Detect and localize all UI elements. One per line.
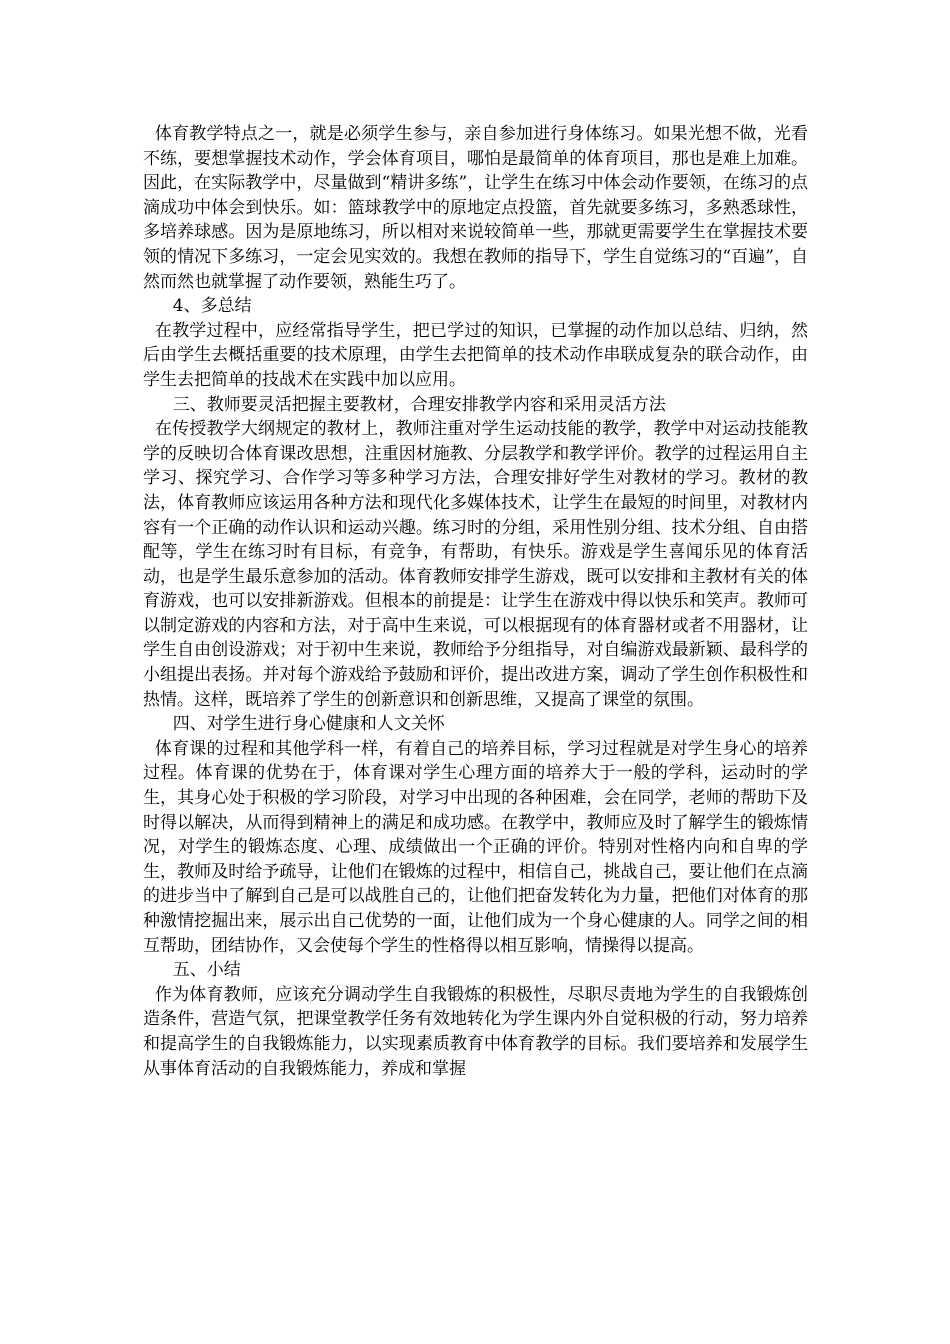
heading-section-five: 五、小结: [172, 960, 241, 981]
paragraph-teaching-materials: 在传授教学大纲规定的教材上，教师注重对学生运动技能的教学，教学中对运动技能教学的反映切合体育课改思想，注重因材施教、分层教学和教学评价。教学的过程运用自主学习、探究学习、合作学习等多种学习方法，合理安排好学生对教材的学习。教材的教法，体育教师应该运用各种方法和现代化多媒体技术，让学生在最短的时间里，对教材内容有一个正确的动作认识和运动兴趣。练习时的分组，采用性别分组、技术分组、自由搭配等，学生在练习时有目标，有竞争，有帮助，有快乐。游戏是学生喜闻乐见的体育活动，也是学生最乐意参加的活动。体育教师安排学生游戏，既可以安排和主教材有关的体育游戏，也可以安排新游戏。但根本的前提是：让学生在游戏中得以快乐和笑声。教师可以制定游戏的内容和方法，对于高中生来说，可以根据现有的体育器材或者不用器材，让学生自由创设游戏；对于初中生来说，教师给予分组指导，对自编游戏最新颖、最科学的小组提出表扬。并对每个游戏给予鼓励和评价，提出改进方案，调动了学生创作积极性和热情。这样，既培养了学生的创新意识和创新思维，又提高了课堂的氛围。: [143, 419, 808, 710]
heading-section-four: 四、对学生进行身心健康和人文关怀: [172, 714, 445, 735]
heading-section-three: 三、教师要灵活把握主要教材，合理安排教学内容和采用灵活方法: [172, 394, 666, 415]
paragraph-health-care: 体育课的过程和其他学科一样，有着自己的培养目标，学习过程就是对学生身心的培养过程。体育课的优势在于，体育课对学生心理方面的培养大于一般的学科，运动时的学生，其身心处于积极的学习阶段，对学习中出现的各种困难，会在同学，老师的帮助下及时得以解决，从而得到精神上的满足和成功感。在教学中，教师应及时了解学生的锻炼情况，对学生的锻炼态度、心理、成绩做出一个正确的评价。特别对性格内向和自卑的学生，教师及时给予疏导，让他们在锻炼的过程中，相信自己，挑战自己，要让他们在点滴的进步当中了解到自己是可以战胜自己的，让他们把奋发转化为力量，把他们对体育的那种激情挖掘出来，展示出自己优势的一面，让他们成为一个身心健康的人。同学之间的相互帮助，团结协作，又会使每个学生的性格得以相互影响，情操得以提高。: [143, 738, 808, 956]
heading-summarize: 4、多总结: [172, 296, 252, 317]
paragraph-practice: 体育教学特点之一，就是必须学生参与，亲自参加进行身体练习。如果光想不做，光看不练，要想掌握技术动作，学会体育项目，哪怕是最简单的体育项目，那也是难上加难。因此，在实际教学中，尽量做到“精讲多练”，让学生在练习中体会动作要领，在练习的点滴成功中体会到快乐。如：篮球教学中的原地定点投篮，首先就要多练习，多熟悉球性，多培养球感。因为是原地练习，所以相对来说较简单一些，那就更需要学生在掌握技术要领的情况下多练习，一定会见实效的。我想在教师的指导下，学生自觉练习的“百遍”，自然而然也就掌握了动作要领，熟能生巧了。: [143, 124, 808, 292]
document-body: [143, 122, 808, 1081]
paragraph-summarize: 在教学过程中，应经常指导学生，把已学过的知识，已掌握的动作加以总结、归纳，然后由学生去概括重要的技术原理，由学生去把简单的技术动作串联成复杂的联合动作，由学生去把简单的技战术在实践中加以应用。: [143, 320, 808, 390]
paragraph-conclusion: 作为体育教师，应该充分调动学生自我锻炼的积极性，尽职尽责地为学生的自我锻炼创造条件，营造气氛，把课堂教学任务有效地转化为学生课内外自觉积极的行动，努力培养和提高学生的自我锻炼能力，以实现素质教育中体育教学的目标。我们要培养和发展学生从事体育活动的自我锻炼能力，养成和掌握: [143, 984, 808, 1079]
